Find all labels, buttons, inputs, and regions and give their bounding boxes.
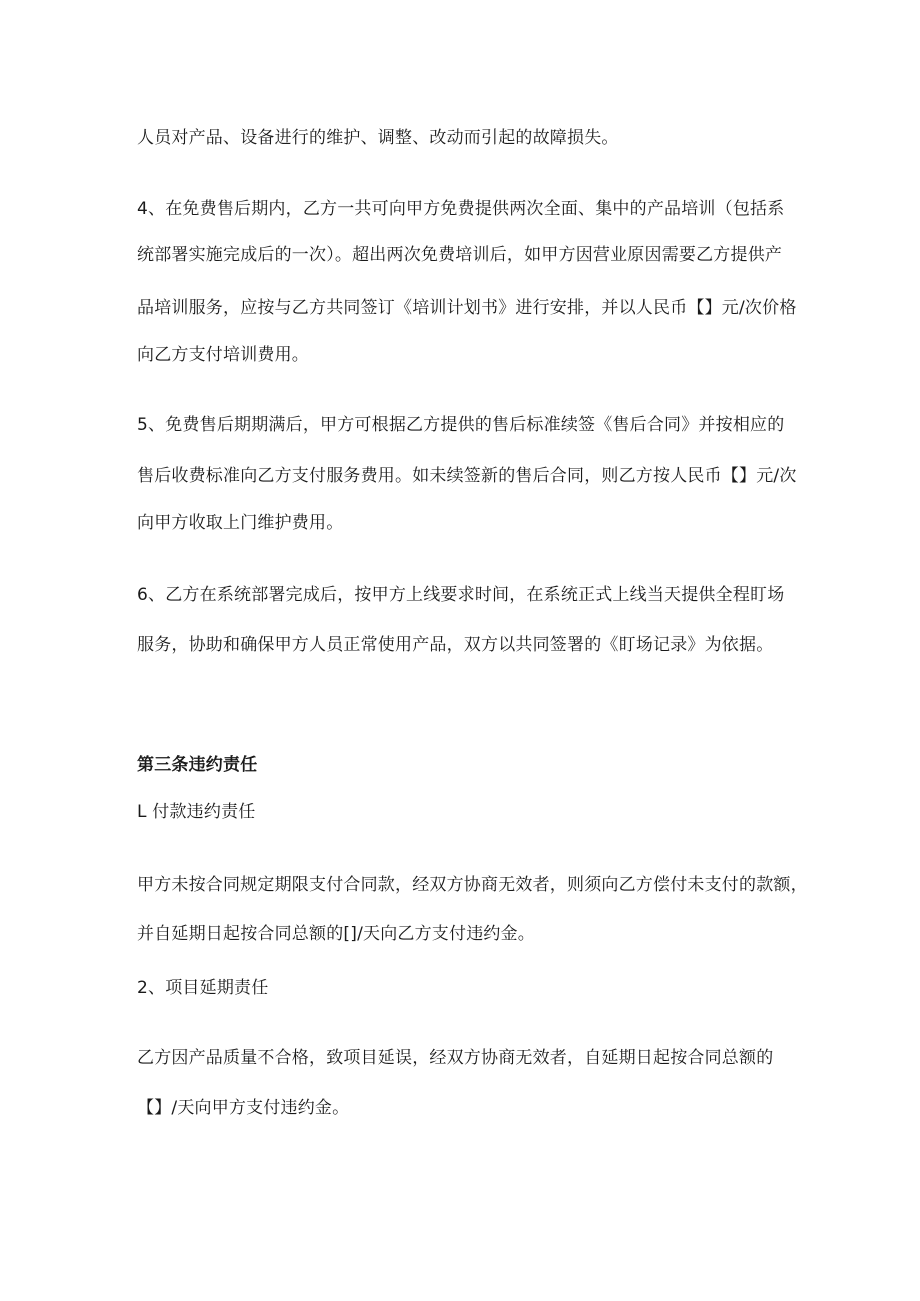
- item-2-title: 2、项目延期责任: [137, 978, 269, 998]
- item-1-text-line-2: 并自延期日起按合同总额的[]/天向乙方支付违约金。: [137, 924, 535, 944]
- clause-4-line-3: 品培训服务，应按与乙方共同签订《培训计划书》进行安排，并以人民币【】元/次价格: [137, 298, 797, 318]
- clause-6-line-1: 6、乙方在系统部署完成后，按甲方上线要求时间，在系统正式上线当天提供全程盯场: [137, 585, 785, 605]
- clause-5-line-3: 向甲方收取上门维护费用。: [137, 513, 344, 533]
- clause-5-line-2: 售后收费标准向乙方支付服务费用。如未续签新的售后合同，则乙方按人民币【】元/次: [137, 466, 797, 486]
- item-2-text-line-1: 乙方因产品质量不合格，致项目延误，经双方协商无效者，自延期日起按合同总额的: [137, 1048, 774, 1068]
- paragraph-continuation-line: 人员对产品、设备进行的维护、调整、改动而引起的故障损失。: [137, 128, 619, 148]
- clause-4-line-4: 向乙方支付培训费用。: [137, 345, 309, 365]
- clause-6-line-2: 服务，协助和确保甲方人员正常使用产品，双方以共同签署的《盯场记录》为依据。: [137, 635, 774, 655]
- item-1-text-line-1: 甲方未按合同规定期限支付合同款，经双方协商无效者，则须向乙方偿付未支付的款额，: [137, 875, 808, 895]
- clause-5-line-1: 5、免费售后期期满后，甲方可根据乙方提供的售后标准续签《售后合同》并按相应的: [137, 415, 785, 435]
- clause-4-line-2: 统部署实施完成后的一次）。超出两次免费培训后，如甲方因营业原因需要乙方提供产: [137, 245, 783, 265]
- item-1-title: L 付款违约责任: [137, 802, 256, 822]
- item-2-text-line-2: 【】/天向甲方支付违约金。: [137, 1098, 350, 1118]
- article-3-heading: 第三条违约责任: [137, 755, 258, 775]
- clause-4-line-1: 4、在免费售后期内，乙方一共可向甲方免费提供两次全面、集中的产品培训（包括系: [137, 199, 785, 219]
